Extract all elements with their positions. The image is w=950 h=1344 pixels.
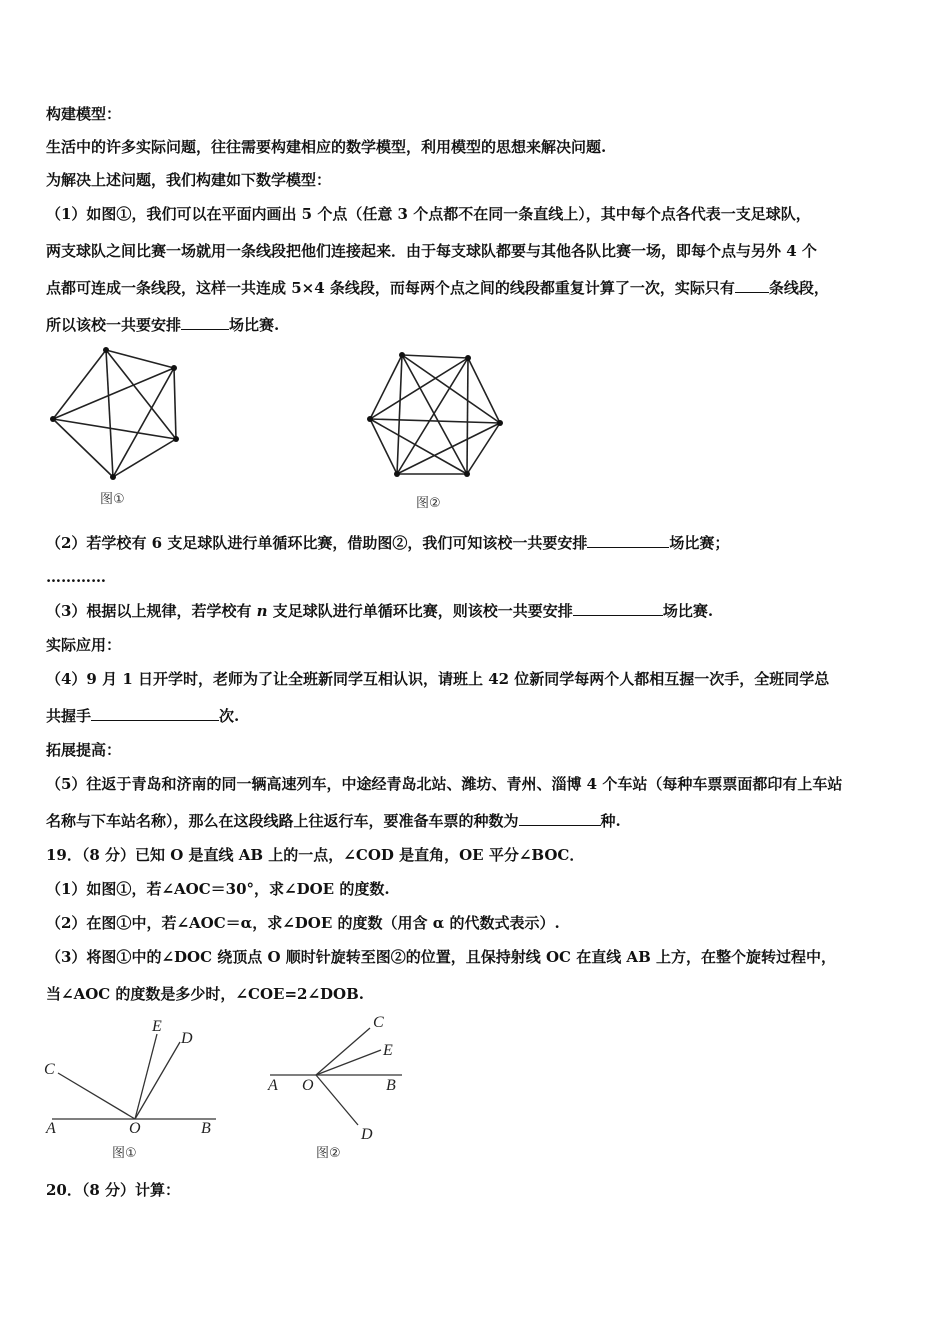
geo2-label-E: E xyxy=(383,1042,393,1059)
intro-line-1: 生活中的许多实际问题，往往需要构建相应的数学模型，利用模型的思想来解决问题. xyxy=(46,138,607,156)
problem-19-stem: 19．（8 分）已知 O 是直线 AB 上的一点，∠COD 是直角，OE 平分∠BOC． xyxy=(46,846,585,864)
q1-line-2: 两支球队之间比赛一场就用一条线段把他们连接起来．由于每支球队都要与其他各队比赛一场，即每个点与另外 4 个 xyxy=(46,242,817,260)
geo2-label-D: D xyxy=(361,1126,373,1143)
q1-line-3-text: 点都可连成一条线段，这样一共连成 5×4 条线段，而每两个点之间的线段都重复计算了一次，实际只有 xyxy=(46,279,735,297)
geo2-label-B: B xyxy=(386,1077,396,1094)
problem-19-sub2: （2）在图①中，若∠AOC＝α，求∠DOE 的度数（用含 α 的代数式表示）. xyxy=(46,914,560,932)
intro-line-2: 为解决上述问题，我们构建如下数学模型： xyxy=(46,171,332,189)
q3-text: （3）根据以上规律，若学校有 xyxy=(46,602,257,620)
geo1-label-C: C xyxy=(44,1061,55,1078)
q3-variable-n: n xyxy=(256,602,268,620)
problem-19-sub3-line1: （3）将图①中的∠DOC 绕顶点 O 顺时针旋转至图②的位置，且保持射线 OC 在直线 AB 上方，在整个旋转过程中， xyxy=(46,948,836,966)
q1-line-3-tail: 条线段， xyxy=(768,279,829,297)
ellipsis: ………… xyxy=(46,568,106,586)
q1-line-4-text: 所以该校一共要安排 xyxy=(46,316,182,334)
q2-text: （2）若学校有 6 支足球队进行单循环比赛，借助图②，我们可知该校一共要安排 xyxy=(46,534,588,552)
geo1-label-E: E xyxy=(152,1018,162,1035)
geo2-label-A: A xyxy=(268,1077,278,1094)
geo1-label-O: O xyxy=(129,1120,141,1137)
geo-figure-2-caption: 图② xyxy=(316,1146,341,1161)
geo-figure-1-caption: 图① xyxy=(112,1146,137,1161)
q3-text-2: 支足球队进行单循环比赛，则该校一共要安排 xyxy=(267,602,573,620)
section-build-title: 构建模型： xyxy=(46,105,122,123)
q4-line-1: （4）9 月 1 日开学时，老师为了让全班新同学互相认识，请班上 42 位新同学每两个人都相互握一次手，全班同学总 xyxy=(46,670,830,688)
problem-19-sub1: （1）如图①，若∠AOC＝30°，求∠DOE 的度数. xyxy=(46,880,390,898)
problem-20-stem: 20．（8 分）计算： xyxy=(46,1181,181,1199)
section-apply-title: 实际应用： xyxy=(46,636,122,654)
section-extend-title: 拓展提高： xyxy=(46,741,122,759)
geo2-label-O: O xyxy=(302,1077,314,1094)
q1-line-1: （1）如图①，我们可以在平面内画出 5 个点（任意 3 个点都不在同一条直线上），其中每个点各代表一支足球队， xyxy=(46,205,811,223)
q5-text: 名称与下车站名称），那么在这段线路上往返行车，要准备车票的种数为 xyxy=(46,812,519,830)
geo1-label-B: B xyxy=(201,1120,211,1137)
geo1-label-D: D xyxy=(181,1030,193,1047)
q2-tail: 场比赛； xyxy=(669,534,730,552)
q3-tail: 场比赛. xyxy=(662,602,714,620)
geo1-label-A: A xyxy=(46,1120,56,1137)
figure-1-caption: 图① xyxy=(100,492,125,507)
figure-2-caption: 图② xyxy=(416,496,441,511)
q4-tail: 次. xyxy=(219,707,240,725)
q4-text: 共握手 xyxy=(46,707,92,725)
q1-line-4-tail: 场比赛. xyxy=(229,316,280,334)
geo2-label-C: C xyxy=(373,1014,384,1031)
problem-19-sub3-line2: 当∠AOC 的度数是多少时，∠COE=2∠DOB. xyxy=(46,985,364,1003)
q5-line-1: （5）往返于青岛和济南的同一辆高速列车，中途经青岛北站、潍坊、青州、淄博 4 个车站（每种车票票面都印有上车站 xyxy=(46,775,843,793)
q5-tail: 种. xyxy=(600,812,621,830)
